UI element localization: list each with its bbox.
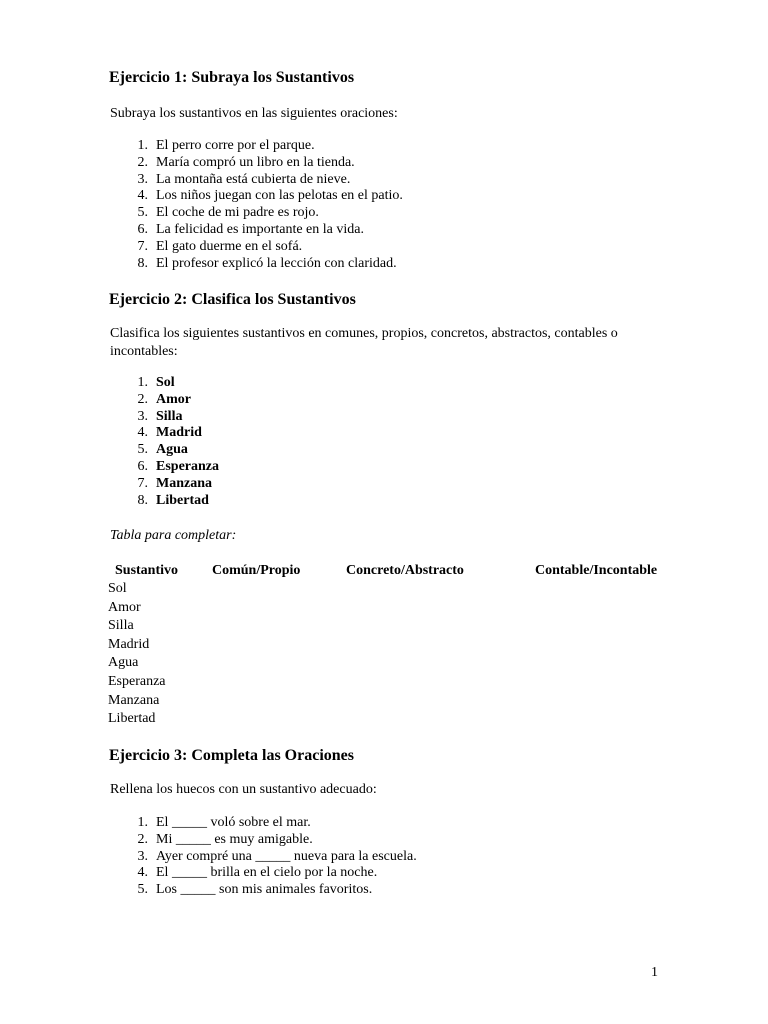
column-header-sustantivo: Sustantivo (115, 563, 179, 578)
page-number: 1 (651, 965, 658, 980)
table-row: Silla (108, 618, 134, 634)
ejercicio-3-instruction: Rellena los huecos con un sustantivo adecuado: (110, 782, 377, 797)
table-row: Agua (108, 655, 139, 671)
ejercicio-2-heading: Ejercicio 2: Clasifica los Sustantivos (109, 291, 356, 308)
ejercicio-1-instruction: Subraya los sustantivos en las siguientes oraciones: (110, 106, 398, 121)
ejercicio-3-heading: Ejercicio 3: Completa las Oraciones (109, 747, 354, 764)
table-caption: Tabla para completar: (110, 528, 237, 543)
column-header-concreto-abstracto: Concreto/Abstracto (346, 563, 464, 578)
table-row: Manzana (108, 692, 160, 708)
table-row: Esperanza (108, 673, 166, 689)
ejercicio-1-heading: Ejercicio 1: Subraya los Sustantivos (109, 69, 355, 86)
column-header-comun-propio: Común/Propio (212, 563, 301, 578)
document-page: Ejercicio 1: Subraya los Sustantivos Subraya los sustantivos en las siguientes oraciones: 1. El perro corre por el parque. 2. María compró un libro en la tienda. 3. La montaña está cubierta de nieve. 4. Los niños juegan con las pelotas en el patio. 5. El coche de mi padre es rojo. 6. La felicidad es importante en la vida. 7. El gato duerme en el sofá. 8. El profesor explicó la lección con claridad. Ejercicio 2: Clasifica los Sustantivos Clasifica los siguientes sustantivos en comunes, propios, concretos, abstractos, contables o incontables: 1. Sol 2. Amor 3. Silla 4. Madrid 5. Agua 6. Esperanza 7. Manzana 8. Libertad Tabla para completar: Sustantivo Común/Propio Concreto/Abstracto Contable/Incontable Sol Amor Silla Madrid Agua Esperanza Manzana Libertad Ejercicio 3: Completa las Oraciones Rellena los huecos con un sustantivo adecuado: 1. El _____ voló sobre el mar. 2. Mi _____ es muy amigable. 3. Ayer compré una _____ nueva para la escuela. 4. El _____ brilla en el cielo por la noche. 5. Los _____ son mis animales favoritos. 1 (108, 69, 658, 980)
table-row: Madrid (108, 636, 150, 652)
column-header-contable-incontable: Contable/Incontable (535, 563, 658, 578)
table-row: Sol (108, 581, 127, 596)
ejercicio-2-instruction: Clasifica los siguientes sustantivos en comunes, propios, concretos, abstractos, contables o incontables: (110, 326, 618, 359)
table-row: Amor (108, 599, 141, 615)
table-row: Libertad (108, 711, 156, 727)
table-body (108, 580, 166, 729)
